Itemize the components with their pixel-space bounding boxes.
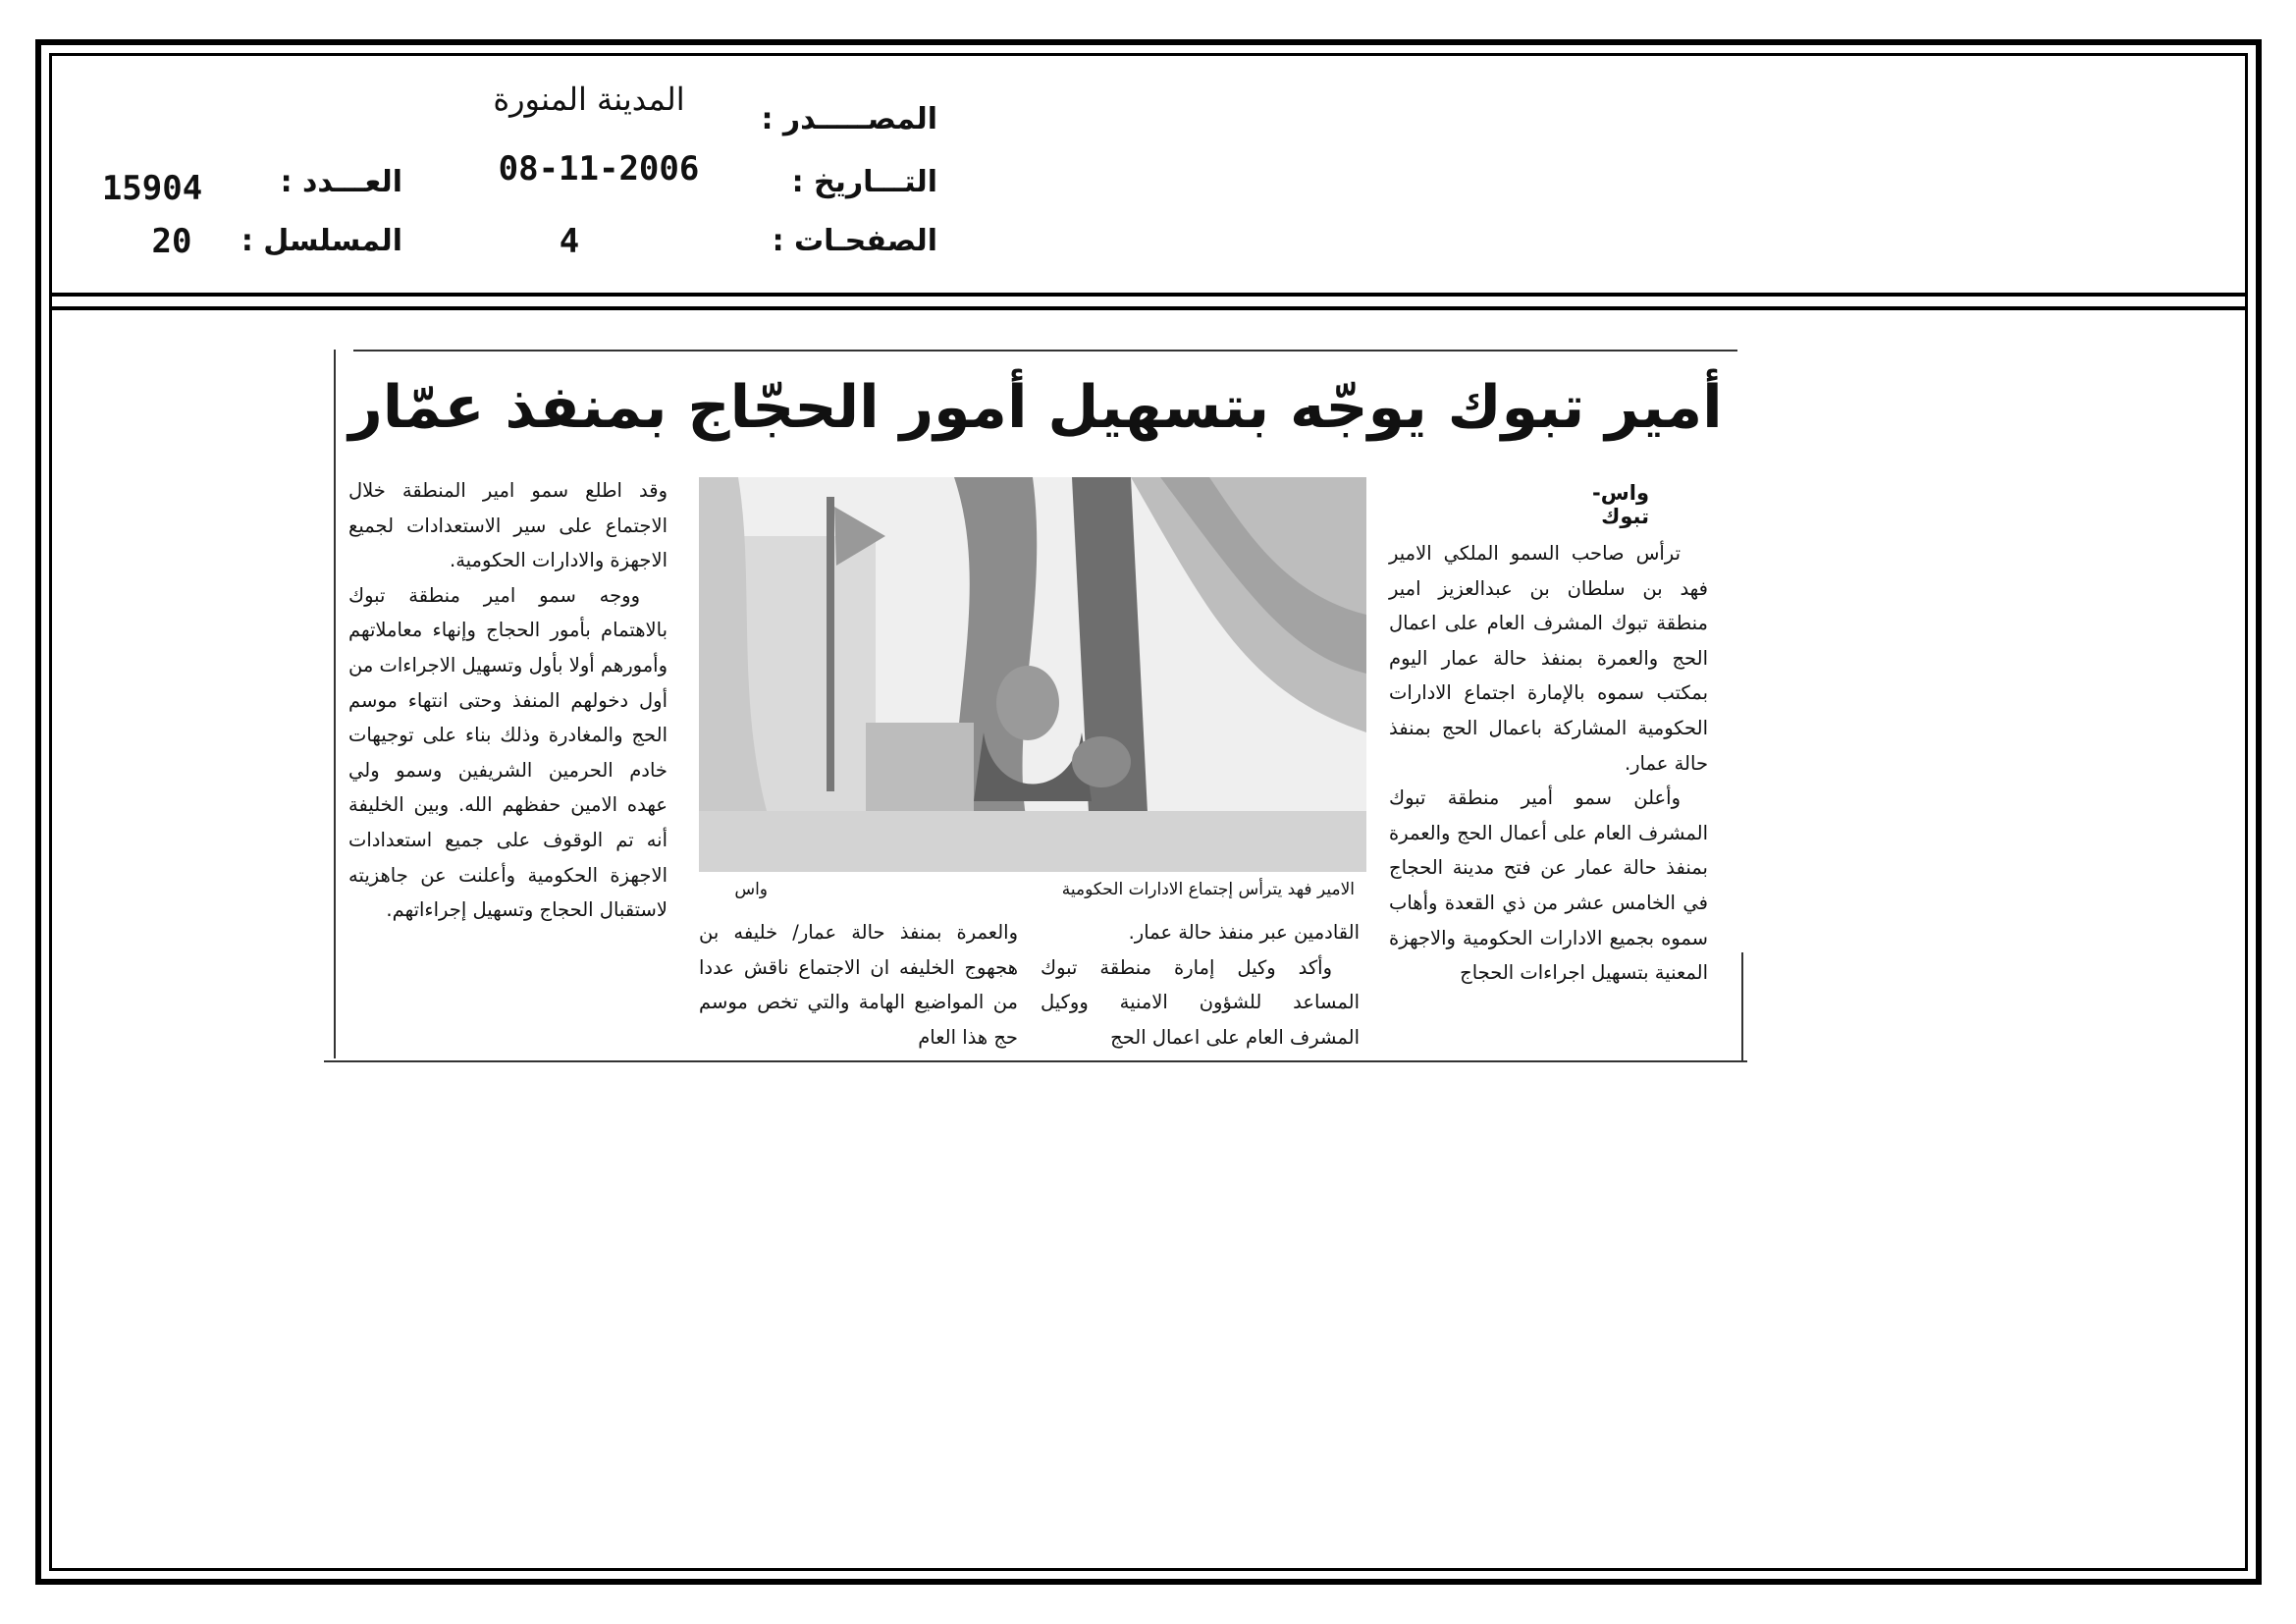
source-value: المدينة المنورة — [493, 81, 685, 118]
article-photo — [699, 477, 1366, 872]
paragraph: ووجه سمو امير منطقة تبوك بالاهتمام بأمور الحجاج وإنهاء معاملاتهم وأمورهم أولا بأول وتسهيل الاجراءات من أول دخولهم المنفذ وحتى انتهاء موسم الحج والمغادرة وذلك بناء على توجيهات خادم الحرمين الشريفين وسمو ولي عهده الامين حفظهم الله. وبين الخليفة أنه تم الوقوف على جميع استعدادات الاجهزة الحكومية وأعلنت عن جاهزيته لاستقبال الحجاج وتسهيل إجراءاتهم. — [348, 583, 667, 922]
serial-label: المسلسل : — [240, 224, 402, 258]
article-headline: أمير تبوك يوجّه بتسهيل أمور الحجّاج بمنفذ عمّار — [348, 373, 1723, 442]
article-column-right — [1389, 536, 1708, 991]
article-dateline: واس- تبوك — [1592, 481, 1649, 528]
article-column-middle-right — [1041, 915, 1360, 1055]
serial-value: 20 — [151, 222, 192, 261]
pages-value: 4 — [559, 222, 580, 261]
article-column-left — [348, 473, 667, 928]
date-label: التـــاريخ : — [791, 165, 937, 199]
clipping-left-rule — [334, 350, 336, 1058]
clipping-right-rule — [1741, 952, 1743, 1060]
clipping-top-rule — [353, 350, 1737, 352]
issue-value: 15904 — [101, 169, 203, 208]
source-label: المصـــــدر : — [761, 102, 937, 136]
paragraph: وقد اطلع سمو امير المنطقة خلال الاجتماع على سير الاستعدادات لجميع الاجهزة والادارات الحكومية. — [348, 479, 667, 572]
meeting-photo-illustration — [699, 477, 1366, 872]
paragraph: وأعلن سمو أمير منطقة تبوك المشرف العام على أعمال الحج والعمرة بمنفذ حالة عمار عن فتح مدينة الحجاج في الخامس عشر من ذي القعدة وأهاب سموه بجميع الادارات الحكومية والاجهزة المعنية بتسهيل اجراءات الحجاج — [1389, 786, 1708, 985]
header-divider-bottom — [49, 306, 2248, 310]
paragraph: ترأس صاحب السمو الملكي الامير فهد بن سلطان بن عبدالعزيز امير منطقة تبوك المشرف العام على اعمال الحج والعمرة بمنفذ حالة عمار اليوم بمكتب سموه بالإمارة اجتماع الادارات الحكومية المشاركة باعمال الحج بمنفذ حالة عمار. — [1389, 542, 1708, 775]
clipping-bottom-rule — [324, 1060, 1747, 1062]
newspaper-clipping — [324, 344, 1747, 1065]
article-column-middle-left — [699, 915, 1018, 1055]
paragraph: وأكد وكيل إمارة منطقة تبوك المساعد للشؤون الامنية ووكيل المشرف العام على اعمال الحج — [1041, 955, 1360, 1049]
pages-label: الصفحـات : — [772, 224, 937, 258]
issue-label: العـــدد : — [280, 165, 402, 199]
date-value: 08-11-2006 — [498, 149, 700, 189]
header-divider-top — [49, 293, 2248, 297]
photo-caption: الامير فهد يترأس إجتماع الادارات الحكومية — [1061, 880, 1355, 899]
photo-credit: واس — [734, 880, 768, 899]
paragraph: القادمين عبر منفذ حالة عمار. — [1128, 921, 1360, 944]
paragraph: والعمرة بمنفذ حالة عمار/ خليفه بن هجهوج الخليفه ان الاجتماع ناقش عددا من المواضيع الهامة والتي تخص موسم حج هذا العام — [699, 921, 1018, 1049]
